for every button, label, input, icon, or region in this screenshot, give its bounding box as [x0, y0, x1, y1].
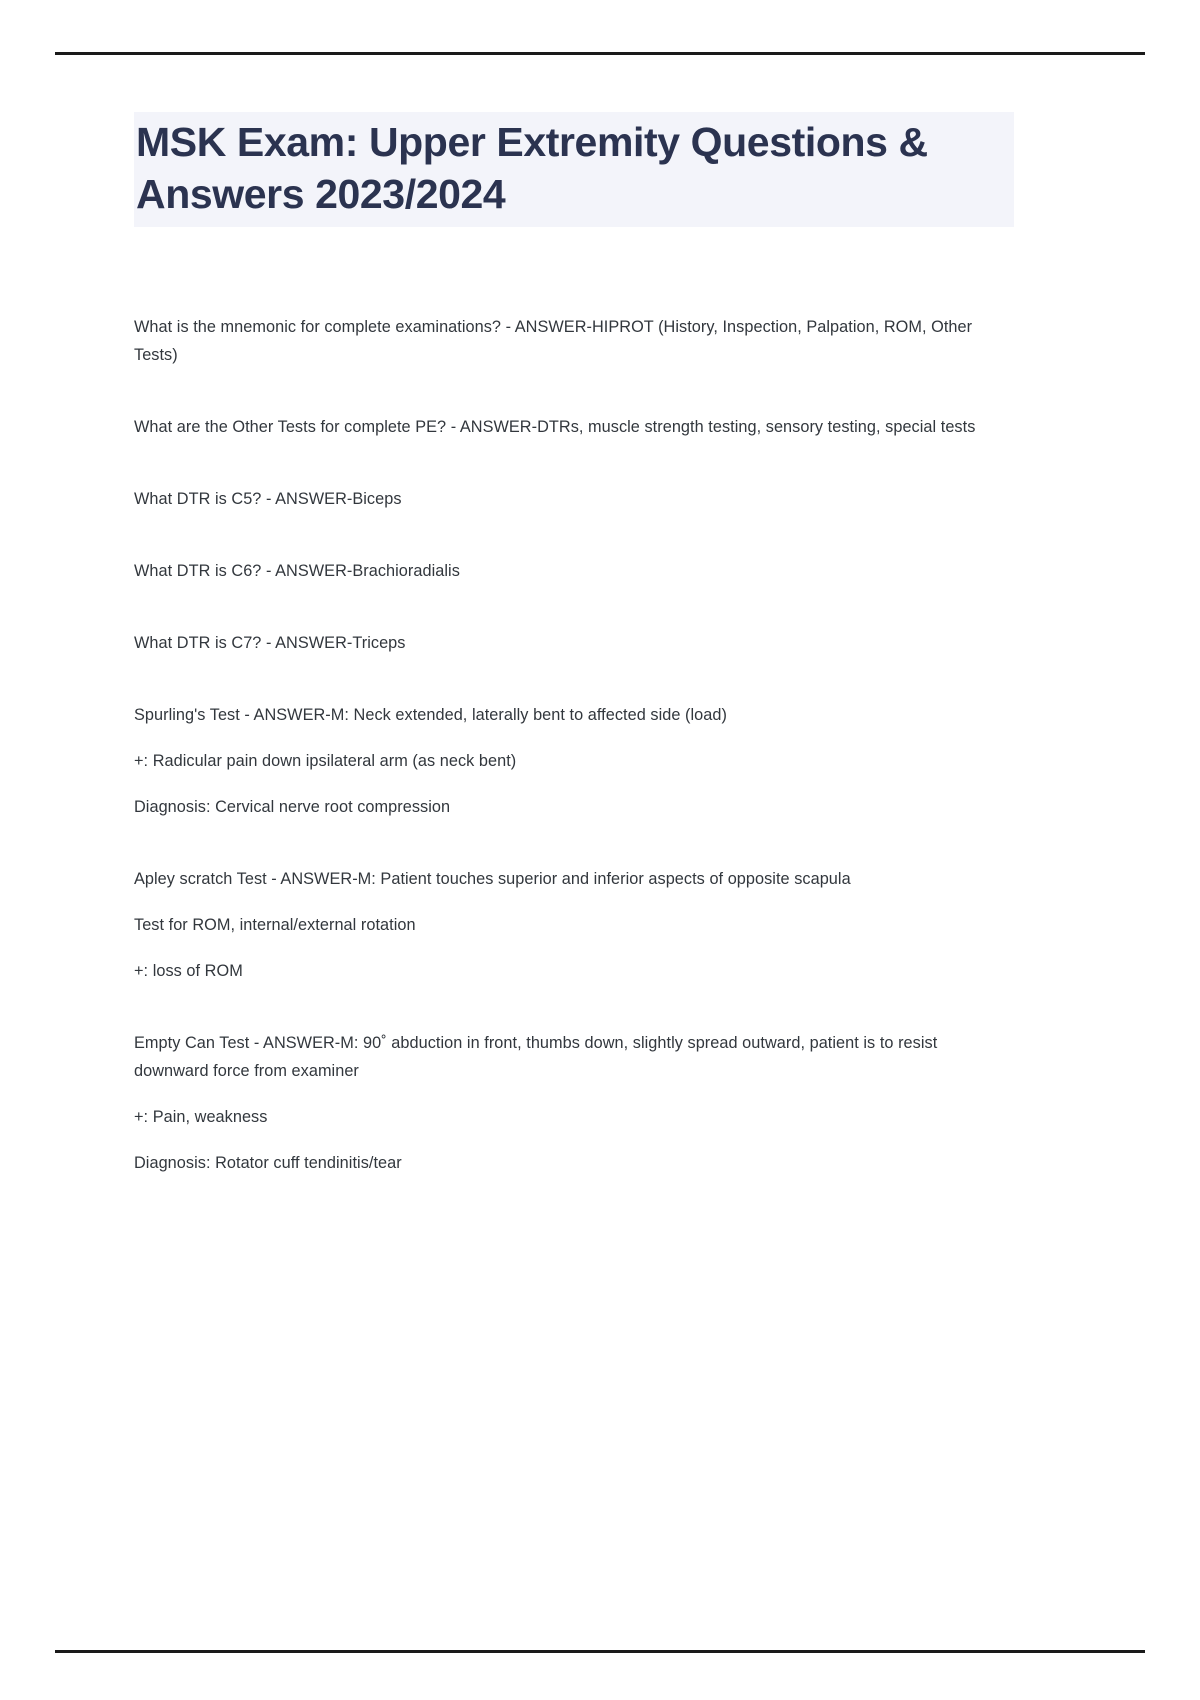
qa-block [134, 557, 1014, 585]
qa-line: Apley scratch Test - ANSWER-M: Patient touches superior and inferior aspects of opposite scapula [134, 870, 851, 889]
qa-line: What are the Other Tests for complete PE? - ANSWER-DTRs, muscle strength testing, sensory testing, special tests [134, 417, 976, 436]
qa-line: +: loss of ROM [134, 962, 243, 981]
page-top-rule [55, 52, 1145, 55]
qa-line: What DTR is C5? - ANSWER-Biceps [134, 489, 402, 508]
qa-line: Test for ROM, internal/external rotation [134, 916, 416, 935]
qa-block [134, 413, 1014, 441]
qa-block [134, 313, 1014, 369]
qa-block [134, 1029, 1014, 1177]
page-bottom-rule [55, 1650, 1145, 1653]
qa-block [134, 629, 1014, 657]
qa-line: What is the mnemonic for complete examinations? - ANSWER-HIPROT (History, Inspection, Palpation, ROM, Other Tests) [134, 317, 973, 364]
qa-line: +: Radicular pain down ipsilateral arm (as neck bent) [134, 752, 517, 771]
qa-line: Spurling's Test - ANSWER-M: Neck extended, laterally bent to affected side (load) [134, 706, 727, 725]
qa-block [134, 485, 1014, 513]
qa-line: What DTR is C7? - ANSWER-Triceps [134, 634, 406, 653]
document-content [134, 112, 1014, 1177]
qa-line: Empty Can Test - ANSWER-M: 90˚ abduction in front, thumbs down, slightly spread outward, patient is to resist downward force from examiner [134, 1034, 938, 1081]
qa-line: What DTR is C6? - ANSWER-Brachioradialis [134, 562, 460, 580]
qa-block-list [134, 313, 1014, 1177]
qa-line: Diagnosis: Rotator cuff tendinitis/tear [134, 1154, 402, 1173]
qa-line: +: Pain, weakness [134, 1108, 268, 1127]
qa-block [134, 701, 1014, 821]
qa-line: Diagnosis: Cervical nerve root compression [134, 798, 451, 817]
qa-block [134, 865, 1014, 985]
page-title: MSK Exam: Upper Extremity Questions & Answers 2023/2024 [134, 112, 1014, 227]
